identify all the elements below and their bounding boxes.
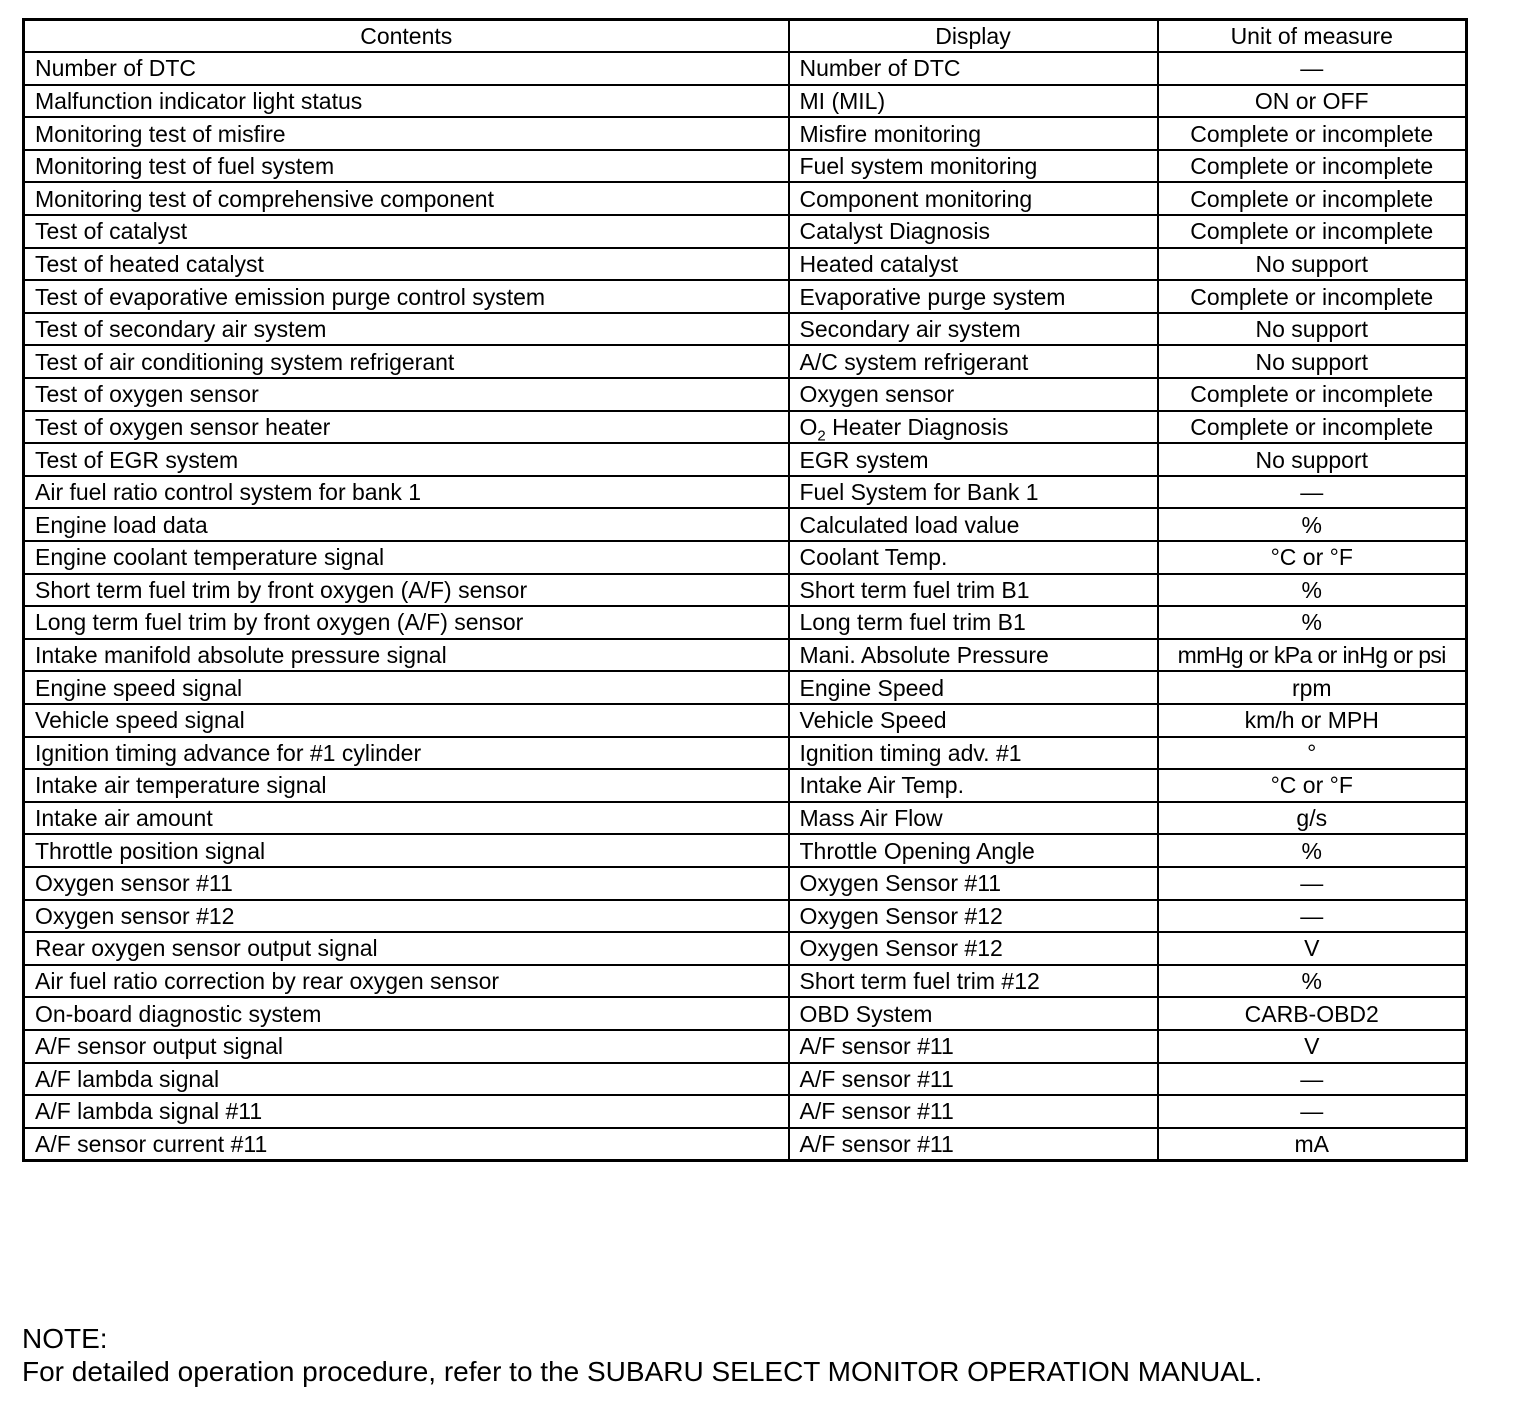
cell-contents: Ignition timing advance for #1 cylinder (24, 737, 789, 770)
note-section (22, 1322, 1262, 1388)
cell-display: Mani. Absolute Pressure (789, 639, 1158, 672)
cell-contents: Malfunction indicator light status (24, 85, 789, 118)
table-row (24, 215, 1467, 248)
cell-display: Oxygen Sensor #11 (789, 867, 1158, 900)
cell-contents: Test of evaporative emission purge control system (24, 280, 789, 313)
cell-display: Short term fuel trim #12 (789, 965, 1158, 998)
cell-contents: A/F sensor output signal (24, 1030, 789, 1063)
cell-unit: ON or OFF (1158, 85, 1467, 118)
table-row (24, 769, 1467, 802)
cell-contents: Test of EGR system (24, 443, 789, 476)
cell-unit: — (1158, 52, 1467, 85)
table-row (24, 313, 1467, 346)
cell-contents: Engine speed signal (24, 671, 789, 704)
table-row (24, 671, 1467, 704)
cell-contents: Test of secondary air system (24, 313, 789, 346)
cell-unit: % (1158, 965, 1467, 998)
cell-display: OBD System (789, 997, 1158, 1030)
cell-display: Misfire monitoring (789, 117, 1158, 150)
cell-unit: No support (1158, 345, 1467, 378)
table-row (24, 52, 1467, 85)
cell-display: A/F sensor #11 (789, 1128, 1158, 1161)
table-row (24, 932, 1467, 965)
cell-unit: Complete or incomplete (1158, 150, 1467, 183)
cell-contents: Long term fuel trim by front oxygen (A/F) sensor (24, 606, 789, 639)
cell-display: Fuel system monitoring (789, 150, 1158, 183)
cell-unit: — (1158, 1063, 1467, 1096)
table-row (24, 704, 1467, 737)
cell-unit: mmHg or kPa or inHg or psi (1158, 639, 1467, 672)
table-row (24, 737, 1467, 770)
cell-display: Intake Air Temp. (789, 769, 1158, 802)
cell-display: Oxygen sensor (789, 378, 1158, 411)
cell-display: Evaporative purge system (789, 280, 1158, 313)
cell-unit: No support (1158, 313, 1467, 346)
header-unit-of-measure: Unit of measure (1158, 20, 1467, 53)
cell-contents: Air fuel ratio control system for bank 1 (24, 476, 789, 509)
cell-unit: No support (1158, 443, 1467, 476)
cell-unit: Complete or incomplete (1158, 280, 1467, 313)
cell-unit: — (1158, 1095, 1467, 1128)
table-row (24, 1030, 1467, 1063)
cell-display: Short term fuel trim B1 (789, 574, 1158, 607)
cell-display: Coolant Temp. (789, 541, 1158, 574)
note-heading: NOTE: (22, 1323, 108, 1354)
cell-contents: Test of heated catalyst (24, 248, 789, 281)
monitor-data-table (22, 18, 1468, 1162)
cell-unit: °C or °F (1158, 541, 1467, 574)
cell-display: Catalyst Diagnosis (789, 215, 1158, 248)
cell-unit: rpm (1158, 671, 1467, 704)
table-row (24, 1063, 1467, 1096)
table-row (24, 997, 1467, 1030)
cell-contents: Test of oxygen sensor heater (24, 411, 789, 444)
monitor-data-table-container (22, 18, 1468, 1162)
header-display: Display (789, 20, 1158, 53)
table-row (24, 606, 1467, 639)
table-row (24, 1095, 1467, 1128)
cell-contents: Engine load data (24, 508, 789, 541)
cell-display: A/F sensor #11 (789, 1095, 1158, 1128)
cell-contents: Monitoring test of misfire (24, 117, 789, 150)
table-row (24, 1128, 1467, 1161)
cell-contents: Test of air conditioning system refrigerant (24, 345, 789, 378)
cell-unit: No support (1158, 248, 1467, 281)
cell-display: Oxygen Sensor #12 (789, 900, 1158, 933)
cell-display: A/F sensor #11 (789, 1030, 1158, 1063)
table-row (24, 117, 1467, 150)
cell-contents: A/F lambda signal (24, 1063, 789, 1096)
cell-contents: Number of DTC (24, 52, 789, 85)
cell-unit: Complete or incomplete (1158, 215, 1467, 248)
cell-unit: ° (1158, 737, 1467, 770)
cell-display: Long term fuel trim B1 (789, 606, 1158, 639)
cell-display: Calculated load value (789, 508, 1158, 541)
cell-display: Heated catalyst (789, 248, 1158, 281)
table-row (24, 85, 1467, 118)
table-row (24, 345, 1467, 378)
cell-display: EGR system (789, 443, 1158, 476)
table-body (24, 52, 1467, 1160)
table-row (24, 443, 1467, 476)
cell-display: Oxygen Sensor #12 (789, 932, 1158, 965)
cell-contents: Test of catalyst (24, 215, 789, 248)
cell-display: Secondary air system (789, 313, 1158, 346)
cell-unit: — (1158, 900, 1467, 933)
cell-unit: % (1158, 606, 1467, 639)
cell-display: MI (MIL) (789, 85, 1158, 118)
cell-contents: A/F sensor current #11 (24, 1128, 789, 1161)
cell-unit: km/h or MPH (1158, 704, 1467, 737)
table-row (24, 182, 1467, 215)
cell-contents: Air fuel ratio correction by rear oxygen sensor (24, 965, 789, 998)
display-suffix: Heater Diagnosis (825, 413, 1009, 440)
cell-unit: g/s (1158, 802, 1467, 835)
cell-unit: CARB-OBD2 (1158, 997, 1467, 1030)
cell-display: A/F sensor #11 (789, 1063, 1158, 1096)
cell-contents: Intake manifold absolute pressure signal (24, 639, 789, 672)
cell-unit: Complete or incomplete (1158, 378, 1467, 411)
cell-contents: Vehicle speed signal (24, 704, 789, 737)
cell-unit: Complete or incomplete (1158, 411, 1467, 444)
cell-display: Engine Speed (789, 671, 1158, 704)
table-row (24, 378, 1467, 411)
cell-contents: Engine coolant temperature signal (24, 541, 789, 574)
display-subscript: 2 (817, 427, 826, 444)
table-row (24, 280, 1467, 313)
table-row (24, 150, 1467, 183)
header-contents: Contents (24, 20, 789, 53)
cell-unit: — (1158, 867, 1467, 900)
table-row (24, 248, 1467, 281)
cell-unit: % (1158, 508, 1467, 541)
cell-contents: On-board diagnostic system (24, 997, 789, 1030)
cell-contents: Oxygen sensor #11 (24, 867, 789, 900)
cell-display: Vehicle Speed (789, 704, 1158, 737)
cell-display: Mass Air Flow (789, 802, 1158, 835)
cell-unit: °C or °F (1158, 769, 1467, 802)
cell-unit: Complete or incomplete (1158, 182, 1467, 215)
cell-unit: V (1158, 1030, 1467, 1063)
cell-contents: Monitoring test of comprehensive component (24, 182, 789, 215)
cell-contents: Rear oxygen sensor output signal (24, 932, 789, 965)
table-row (24, 900, 1467, 933)
cell-contents: Monitoring test of fuel system (24, 150, 789, 183)
cell-unit: Complete or incomplete (1158, 117, 1467, 150)
cell-display (789, 411, 1158, 444)
display-prefix: O (799, 413, 818, 440)
table-row (24, 574, 1467, 607)
table-row (24, 508, 1467, 541)
table-row (24, 834, 1467, 867)
cell-contents: Test of oxygen sensor (24, 378, 789, 411)
table-row (24, 867, 1467, 900)
cell-display: A/C system refrigerant (789, 345, 1158, 378)
cell-contents: A/F lambda signal #11 (24, 1095, 789, 1128)
cell-unit: — (1158, 476, 1467, 509)
cell-unit: % (1158, 574, 1467, 607)
cell-contents: Oxygen sensor #12 (24, 900, 789, 933)
cell-contents: Intake air amount (24, 802, 789, 835)
cell-display: Ignition timing adv. #1 (789, 737, 1158, 770)
table-row (24, 411, 1467, 444)
table-row (24, 965, 1467, 998)
cell-contents: Intake air temperature signal (24, 769, 789, 802)
note-text: For detailed operation procedure, refer to the SUBARU SELECT MONITOR OPERATION MANUAL. (22, 1356, 1263, 1387)
cell-unit: mA (1158, 1128, 1467, 1161)
cell-display: Component monitoring (789, 182, 1158, 215)
table-row (24, 639, 1467, 672)
table-row (24, 541, 1467, 574)
cell-contents: Throttle position signal (24, 834, 789, 867)
cell-display: Throttle Opening Angle (789, 834, 1158, 867)
cell-unit: V (1158, 932, 1467, 965)
cell-display: Fuel System for Bank 1 (789, 476, 1158, 509)
cell-unit: % (1158, 834, 1467, 867)
table-row (24, 802, 1467, 835)
cell-display: Number of DTC (789, 52, 1158, 85)
table-row (24, 476, 1467, 509)
cell-contents: Short term fuel trim by front oxygen (A/F) sensor (24, 574, 789, 607)
table-header-row (24, 20, 1467, 53)
